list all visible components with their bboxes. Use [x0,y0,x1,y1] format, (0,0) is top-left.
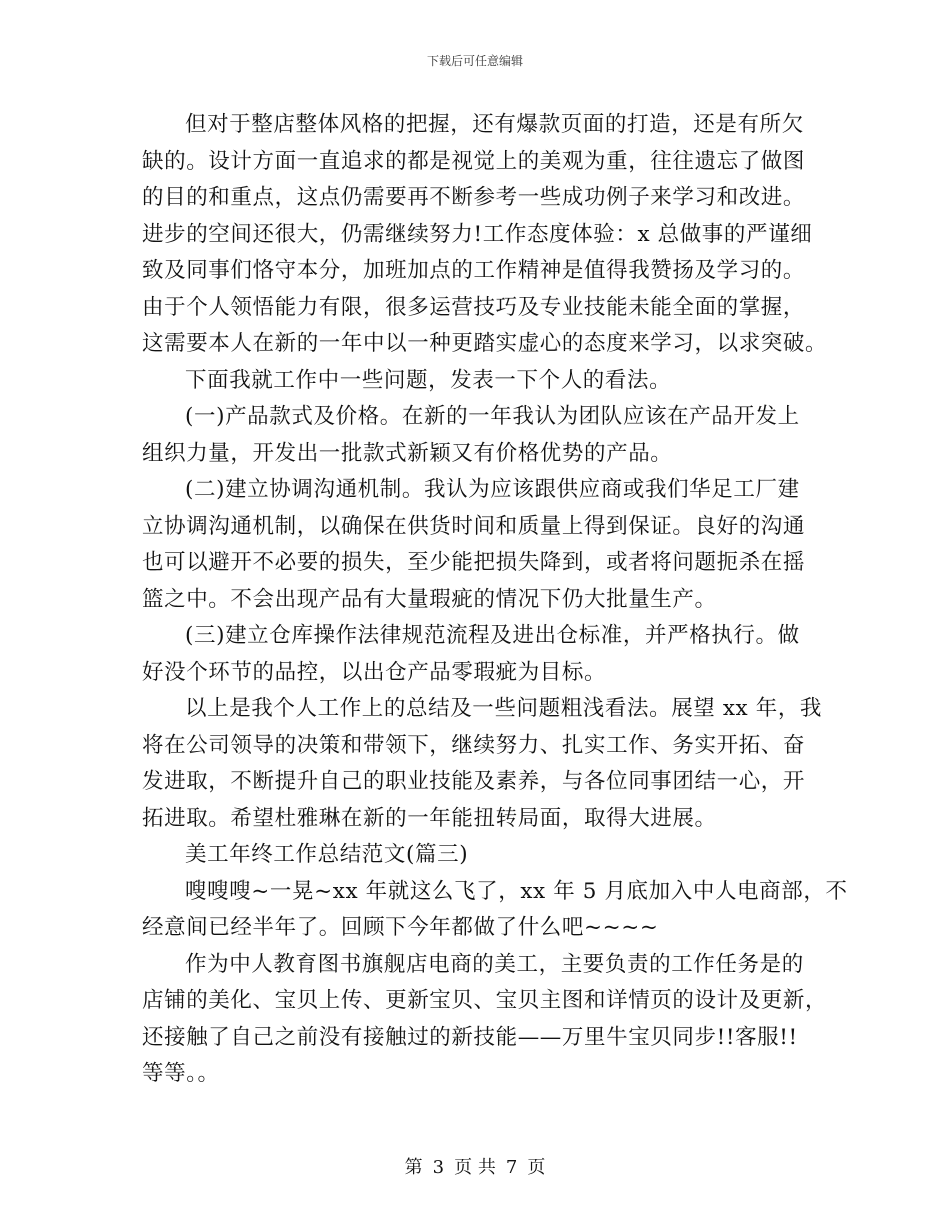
text-line: 作为中人教育图书旗舰店电商的美工，主要负责的工作任务是的 [185,951,804,977]
text-line: 经意间已经半年了。回顾下今年都做了什么吧~~~~ [142,915,659,940]
text-line: 店铺的美化、宝贝上传、更新宝贝、宝贝主图和详情页的设计及更新， [142,988,828,1013]
text-line: 还接触了自己之前没有接触过的新技能——万里牛宝贝同步!!客服!! [142,1024,798,1050]
text-line: 也可以避开不必要的损失，至少能把损失降到，或者将问题扼杀在摇 [142,550,806,575]
footer-page-number: 3 [432,1157,445,1178]
text-line: (一)产品款式及价格。在新的一年我认为团队应该在产品开发上 [185,404,800,429]
page-header: 下载后可任意编辑 [426,54,523,68]
text-line: 将在公司领导的决策和带领下，继续努力、扎实工作、务实开拓、奋 [142,732,806,758]
text-line: 发进取，不断提升自己的职业技能及素养，与各位同事团结一心，开 [142,769,806,794]
text-line: 等等。。 [142,1061,220,1086]
footer-suffix: 页 [527,1157,546,1178]
text-line: 由于个人领悟能力有限，很多运营技巧及专业技能未能全面的掌握， [142,294,806,320]
text-line: 拓进取。希望杜雅琳在新的一年能扭转局面，取得大进展。 [142,805,717,831]
footer-prefix: 第 [404,1157,423,1178]
text-line: 但对于整店整体风格的把握，还有爆款页面的打造，还是有所欠 [185,112,804,137]
text-line: 的目的和重点，这点仍需要再不断参考一些成功例子来学习和改进。 [142,185,806,210]
text-line: 进步的空间还很大，仍需继续努力!工作态度体验：x 总做事的严谨细 [142,221,813,247]
text-line: 美工年终工作总结范文(篇三) [185,842,469,867]
text-line: (三)建立仓库操作法律规范流程及进出仓标准，并严格执行。做 [185,623,800,648]
text-line: 篮之中。不会出现产品有大量瑕疵的情况下仍大批量生产。 [142,586,717,612]
text-line: 立协调沟通机制，以确保在供货时间和质量上得到保证。良好的沟通 [142,513,806,539]
footer-mid: 页 共 [454,1157,496,1178]
document-body [142,107,848,1093]
text-line: 这需要本人在新的一年中以一种更踏实虚心的态度来学习，以求突破。 [142,331,828,356]
text-line: (二)建立协调沟通机制。我认为应该跟供应商或我们华足工厂建 [185,477,800,502]
page-footer [0,1153,950,1179]
text-line: 好没个环节的品控，以出仓产品零瑕疵为目标。 [142,659,607,685]
text-line: 以上是我个人工作上的总结及一些问题粗浅看法。展望 xx 年，我 [185,696,823,721]
text-line: 下面我就工作中一些问题，发表一下个人的看法。 [185,367,672,393]
text-line: 组织力量，开发出一批款式新颖又有价格优势的产品。 [142,440,673,466]
text-line: 缺的。设计方面一直追求的都是视觉上的美观为重，往往遗忘了做图 [142,148,806,174]
text-line: 嗖嗖嗖~一晃~xx 年就这么飞了，xx 年 5 月底加入中人电商部，不 [185,878,848,904]
text-line: 致及同事们恪守本分，加班加点的工作精神是值得我赞扬及学习的。 [142,258,806,283]
footer-total-pages: 7 [505,1157,518,1178]
